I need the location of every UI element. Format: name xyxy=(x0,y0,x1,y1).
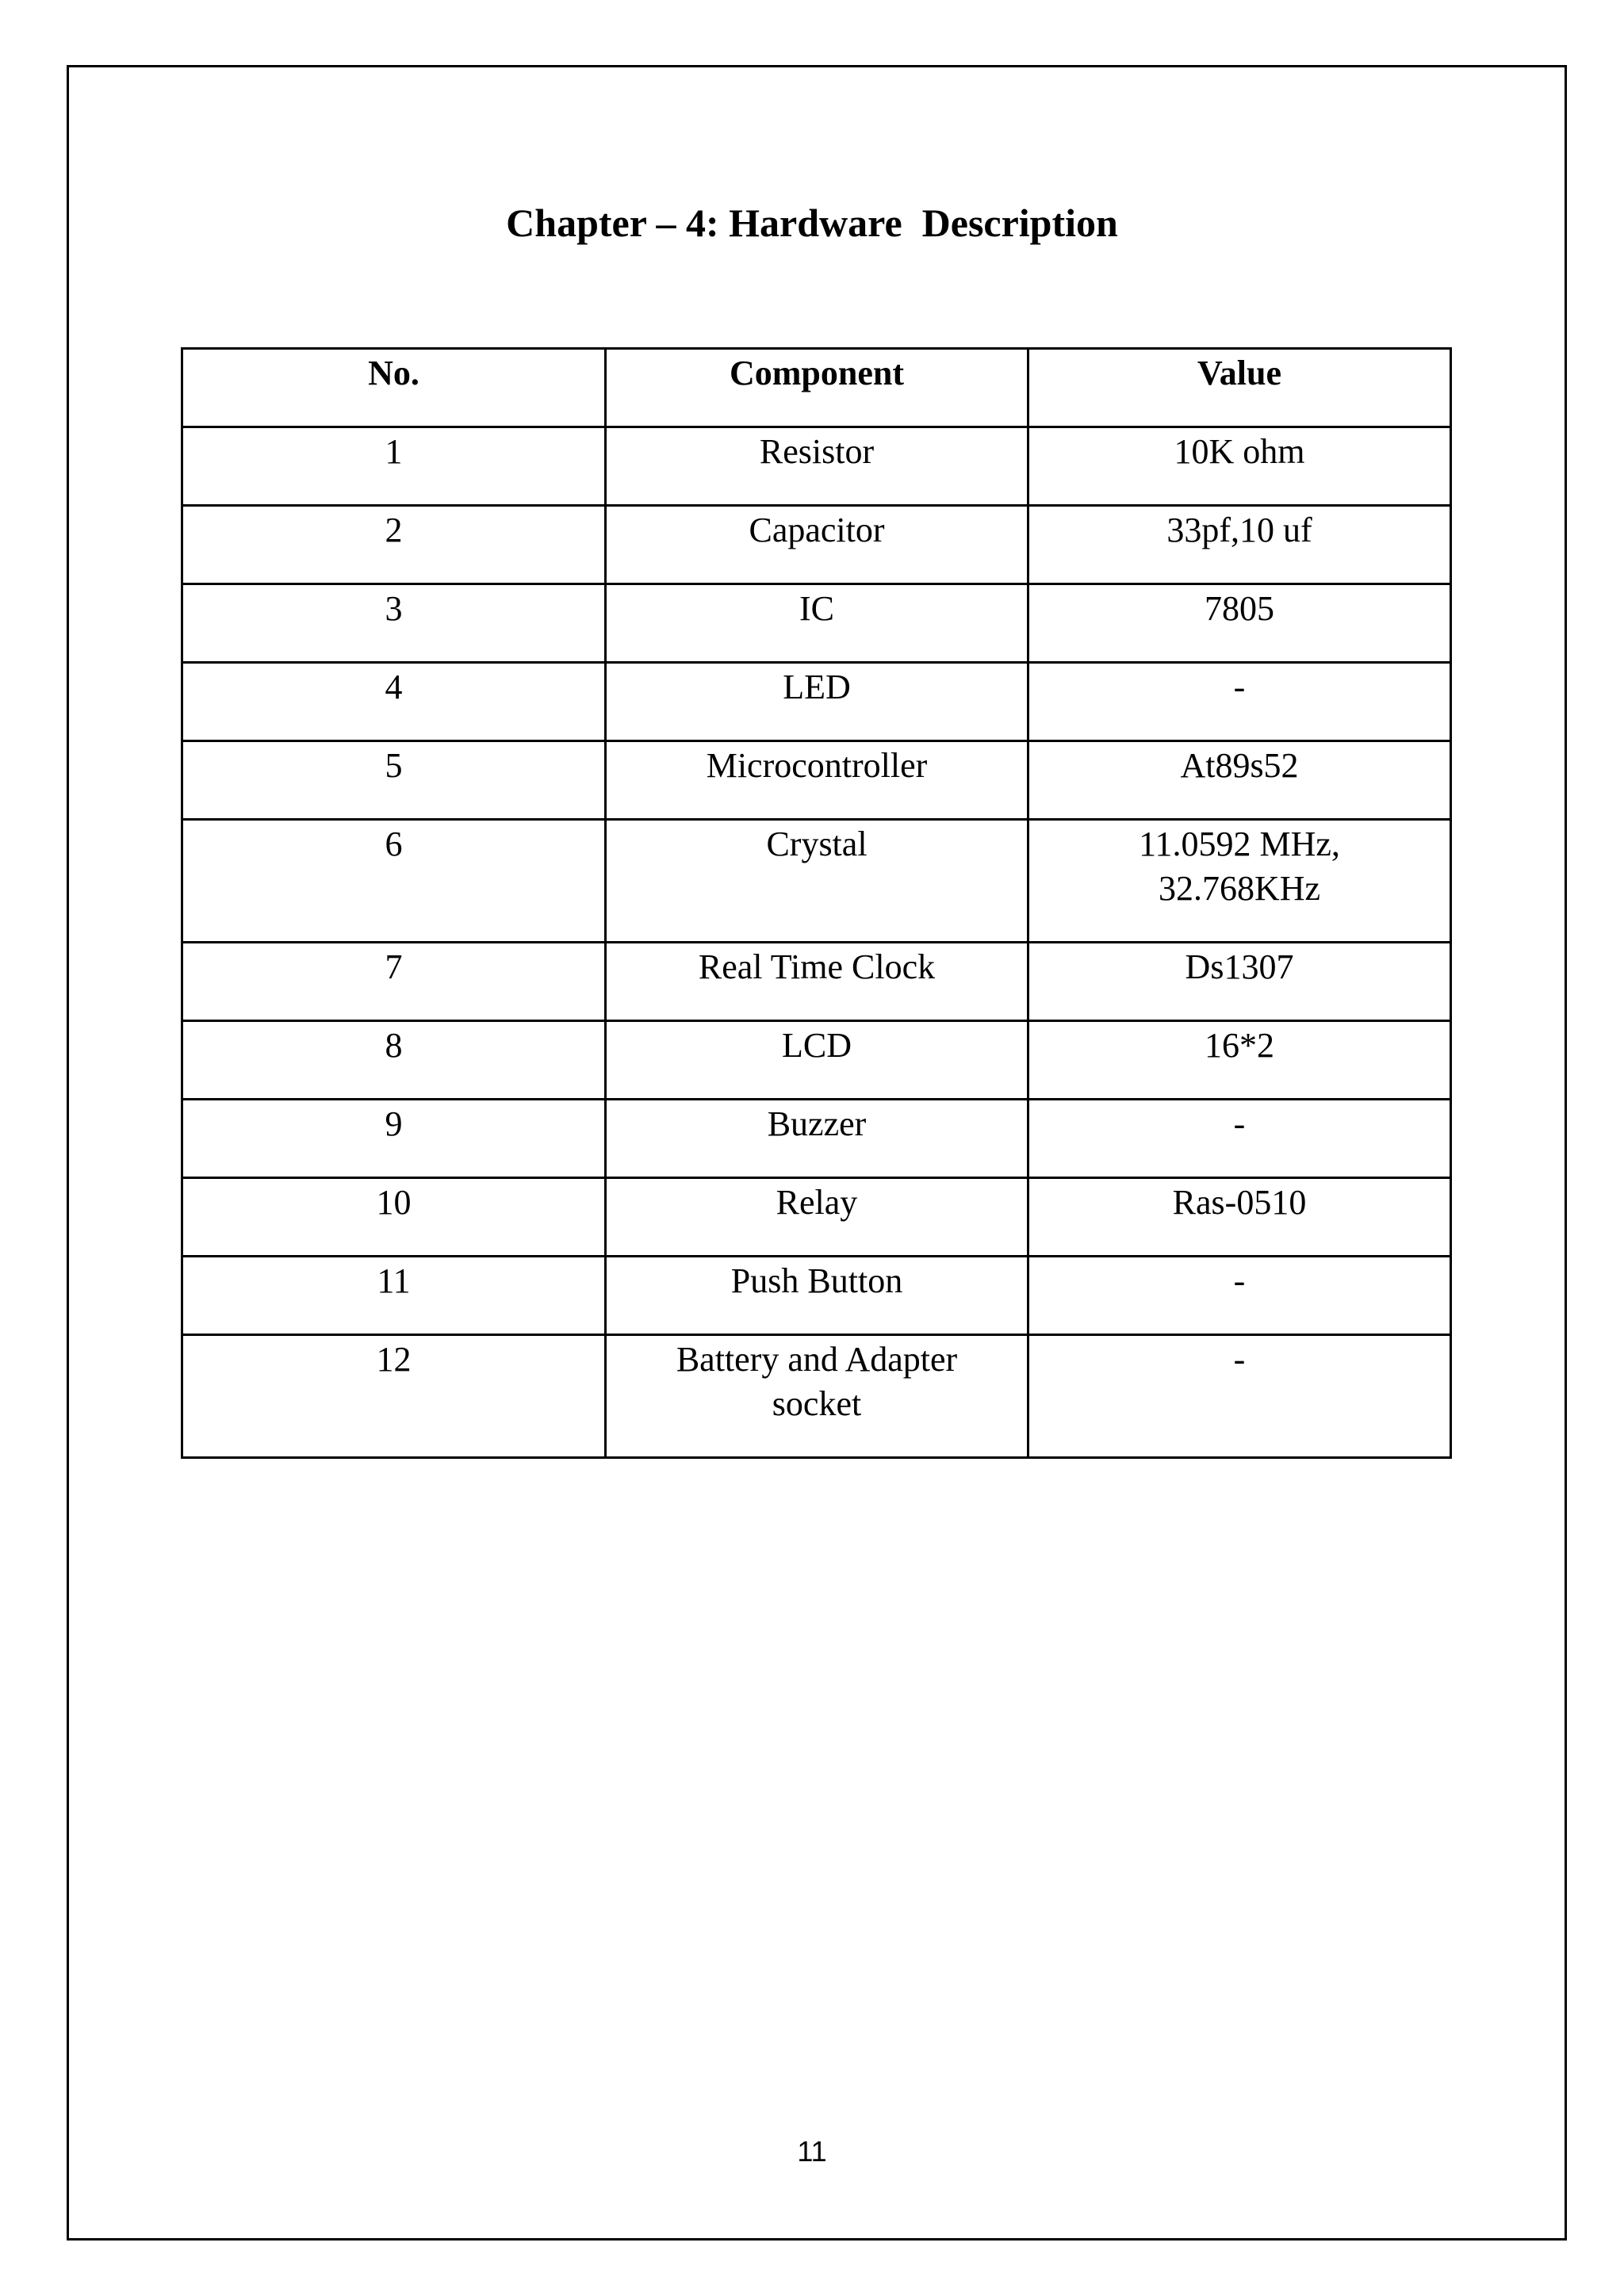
cell-value: 10K ohm xyxy=(1028,427,1451,506)
cell-value: 16*2 xyxy=(1028,1021,1451,1100)
chapter-title: Chapter – 4: Hardware Description xyxy=(506,201,1118,245)
cell-no: 5 xyxy=(182,741,606,820)
cell-value: At89s52 xyxy=(1028,741,1451,820)
cell-component: IC xyxy=(606,584,1028,663)
cell-value: - xyxy=(1028,1257,1451,1335)
cell-component: Crystal xyxy=(606,820,1028,943)
cell-component: Microcontroller xyxy=(606,741,1028,820)
cell-value: Ras-0510 xyxy=(1028,1178,1451,1257)
page-number: 11 xyxy=(797,2135,827,2168)
cell-component: Real Time Clock xyxy=(606,943,1028,1021)
table-row xyxy=(182,427,1451,506)
table-row xyxy=(182,1100,1451,1178)
table-row xyxy=(182,1257,1451,1335)
cell-value: 11.0592 MHz, 32.768KHz xyxy=(1028,820,1451,943)
cell-value: - xyxy=(1028,1335,1451,1458)
table-header-row xyxy=(182,349,1451,427)
header-component: Component xyxy=(606,349,1028,427)
cell-value: Ds1307 xyxy=(1028,943,1451,1021)
cell-no: 12 xyxy=(182,1335,606,1458)
table-row xyxy=(182,663,1451,741)
table-row xyxy=(182,1178,1451,1257)
cell-component: Capacitor xyxy=(606,506,1028,584)
table-row xyxy=(182,506,1451,584)
header-no: No. xyxy=(182,349,606,427)
cell-no: 3 xyxy=(182,584,606,663)
cell-no: 9 xyxy=(182,1100,606,1178)
cell-value: - xyxy=(1028,663,1451,741)
cell-no: 7 xyxy=(182,943,606,1021)
cell-component: LCD xyxy=(606,1021,1028,1100)
cell-no: 4 xyxy=(182,663,606,741)
cell-component: Buzzer xyxy=(606,1100,1028,1178)
header-value: Value xyxy=(1028,349,1451,427)
cell-value: 33pf,10 uf xyxy=(1028,506,1451,584)
cell-component: LED xyxy=(606,663,1028,741)
table-row xyxy=(182,741,1451,820)
cell-value: 7805 xyxy=(1028,584,1451,663)
table-row xyxy=(182,1021,1451,1100)
cell-component: Battery and Adapter socket xyxy=(606,1335,1028,1458)
table-row xyxy=(182,820,1451,943)
table-row xyxy=(182,1335,1451,1458)
cell-no: 6 xyxy=(182,820,606,943)
cell-no: 1 xyxy=(182,427,606,506)
table-row xyxy=(182,584,1451,663)
cell-component: Relay xyxy=(606,1178,1028,1257)
hardware-components-table xyxy=(181,347,1452,1459)
cell-no: 11 xyxy=(182,1257,606,1335)
cell-value: - xyxy=(1028,1100,1451,1178)
cell-component: Resistor xyxy=(606,427,1028,506)
cell-no: 10 xyxy=(182,1178,606,1257)
cell-no: 2 xyxy=(182,506,606,584)
cell-component: Push Button xyxy=(606,1257,1028,1335)
table-row xyxy=(182,943,1451,1021)
cell-no: 8 xyxy=(182,1021,606,1100)
